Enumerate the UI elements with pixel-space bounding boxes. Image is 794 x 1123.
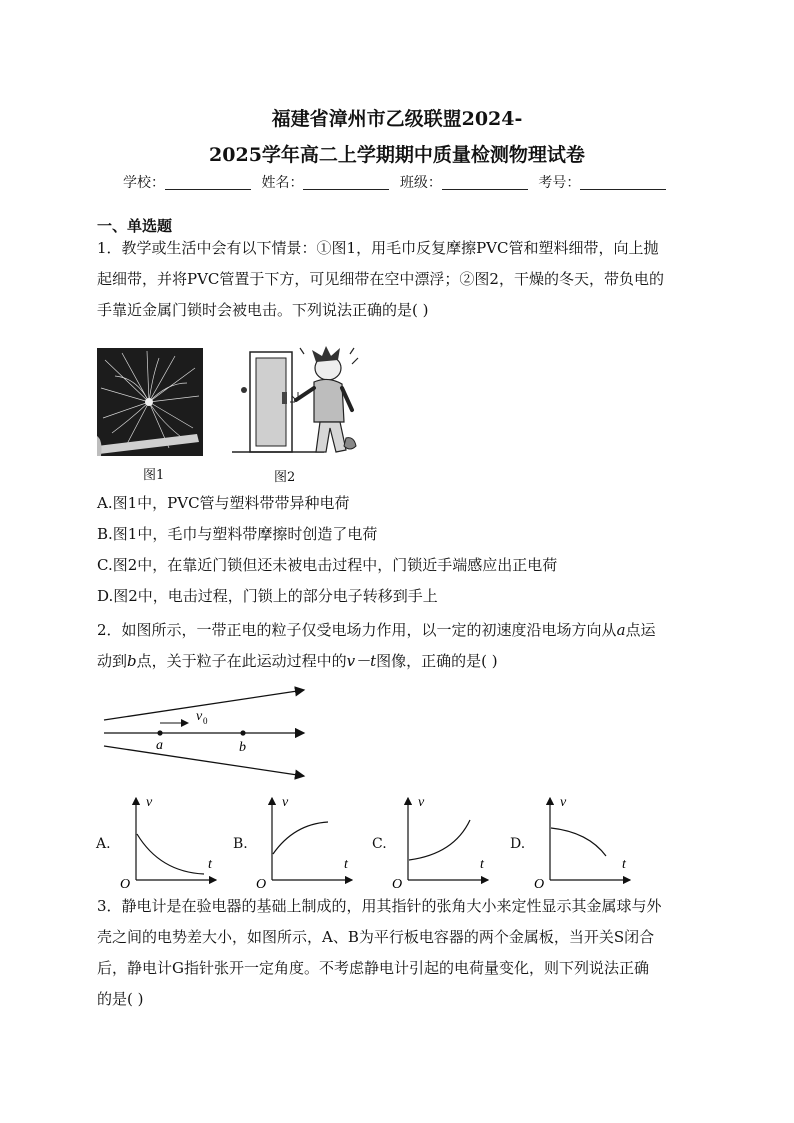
svg-text:v: v: [418, 795, 425, 810]
question-3-line: 的是( ): [97, 990, 144, 1008]
question-1-text: [97, 233, 707, 326]
question-2-line-2: 动到b点，关于粒子在此运动过程中的v－t图像，正确的是( ): [97, 652, 498, 670]
svg-text:v: v: [560, 795, 567, 810]
figure-1-photo: [97, 348, 203, 456]
vt-graph-c[interactable]: [388, 792, 494, 890]
velocity-subscript: 0: [203, 716, 208, 726]
point-a: [157, 730, 162, 735]
school-label: 学校：: [123, 175, 165, 191]
section-title: 一、单选题: [97, 217, 173, 235]
question-1-option-a[interactable]: A.图1中，PVC管与塑料带带异种电荷: [97, 494, 350, 512]
question-3-line: 壳之间的电势差大小，如图所示，A、B为平行板电容器的两个金属板，当开关S闭合: [97, 928, 655, 946]
vt-graph-a[interactable]: [116, 792, 222, 890]
svg-text:t: t: [480, 857, 484, 872]
figure-2-caption: 图2: [274, 470, 296, 485]
school-blank[interactable]: [165, 175, 251, 190]
curve-d: [551, 828, 606, 856]
question-1-line: 起细带，并将PVC管置于下方，可见细带在空中漂浮；②图2，干燥的冬天，带负电的: [97, 270, 664, 288]
svg-text:v: v: [282, 795, 289, 810]
field-line-bottom: [104, 746, 304, 776]
svg-text:O: O: [392, 877, 403, 890]
point-a-label: a: [156, 738, 163, 753]
exam-number-label: 考号：: [538, 175, 581, 191]
figure-2-illustration: [232, 340, 362, 462]
student-info-row: [123, 172, 672, 192]
svg-text:O: O: [256, 877, 267, 890]
svg-text:t: t: [208, 857, 212, 872]
figure-1-caption: 图1: [143, 468, 165, 483]
question-1-option-b[interactable]: B.图1中，毛巾与塑料带摩擦时创造了电荷: [97, 525, 378, 543]
choice-c-label[interactable]: C.: [372, 836, 387, 852]
vt-graph-b[interactable]: [252, 792, 358, 890]
name-label: 姓名：: [261, 175, 304, 191]
choice-b-label[interactable]: B.: [233, 836, 248, 852]
curve-b: [273, 822, 328, 854]
curve-a: [137, 834, 204, 874]
class-label: 班级：: [399, 175, 442, 191]
curve-c: [409, 820, 470, 860]
exam-number-blank[interactable]: [580, 175, 666, 190]
question-1-line: 1．教学或生活中会有以下情景：①图1，用毛巾反复摩擦PVC管和塑料细带，向上抛: [97, 239, 659, 257]
svg-text:t: t: [344, 857, 348, 872]
question-2-text: [97, 615, 707, 677]
name-blank[interactable]: [303, 175, 389, 190]
title-line-2: 2025学年高二上学期期中质量检测物理试卷: [209, 144, 585, 166]
svg-text:O: O: [120, 877, 131, 890]
title-line-1: 福建省漳州市乙级联盟2024-: [271, 108, 523, 130]
question-3-line: 后，静电计G指针张开一定角度。不考虑静电计引起的电荷量变化，则下列说法正确: [97, 959, 649, 977]
velocity-label: v: [196, 709, 203, 724]
question-1-option-d[interactable]: D.图2中，电击过程，门锁上的部分电子转移到手上: [97, 587, 438, 605]
svg-text:O: O: [534, 877, 545, 890]
point-b: [240, 730, 245, 735]
class-blank[interactable]: [442, 175, 528, 190]
vt-graph-d[interactable]: [530, 792, 636, 890]
point-b-label: b: [239, 740, 246, 755]
question-2-line-1: 2．如图所示，一带正电的粒子仅受电场力作用，以一定的初速度沿电场方向从a点运: [97, 621, 656, 639]
question-1-option-c[interactable]: C.图2中，在靠近门锁但还未被电击过程中，门锁近手端感应出正电荷: [97, 556, 558, 574]
svg-text:t: t: [622, 857, 626, 872]
choice-a-label[interactable]: A.: [96, 836, 111, 852]
electric-field-diagram: [100, 686, 310, 780]
svg-text:v: v: [146, 795, 153, 810]
question-3-line: 3．静电计是在验电器的基础上制成的，用其指针的张角大小来定性显示其金属球与外: [97, 897, 662, 915]
choice-d-label[interactable]: D.: [510, 836, 526, 852]
question-3-text: [97, 891, 707, 1015]
question-1-line: 手靠近金属门锁时会被电击。下列说法正确的是( ): [97, 301, 429, 319]
